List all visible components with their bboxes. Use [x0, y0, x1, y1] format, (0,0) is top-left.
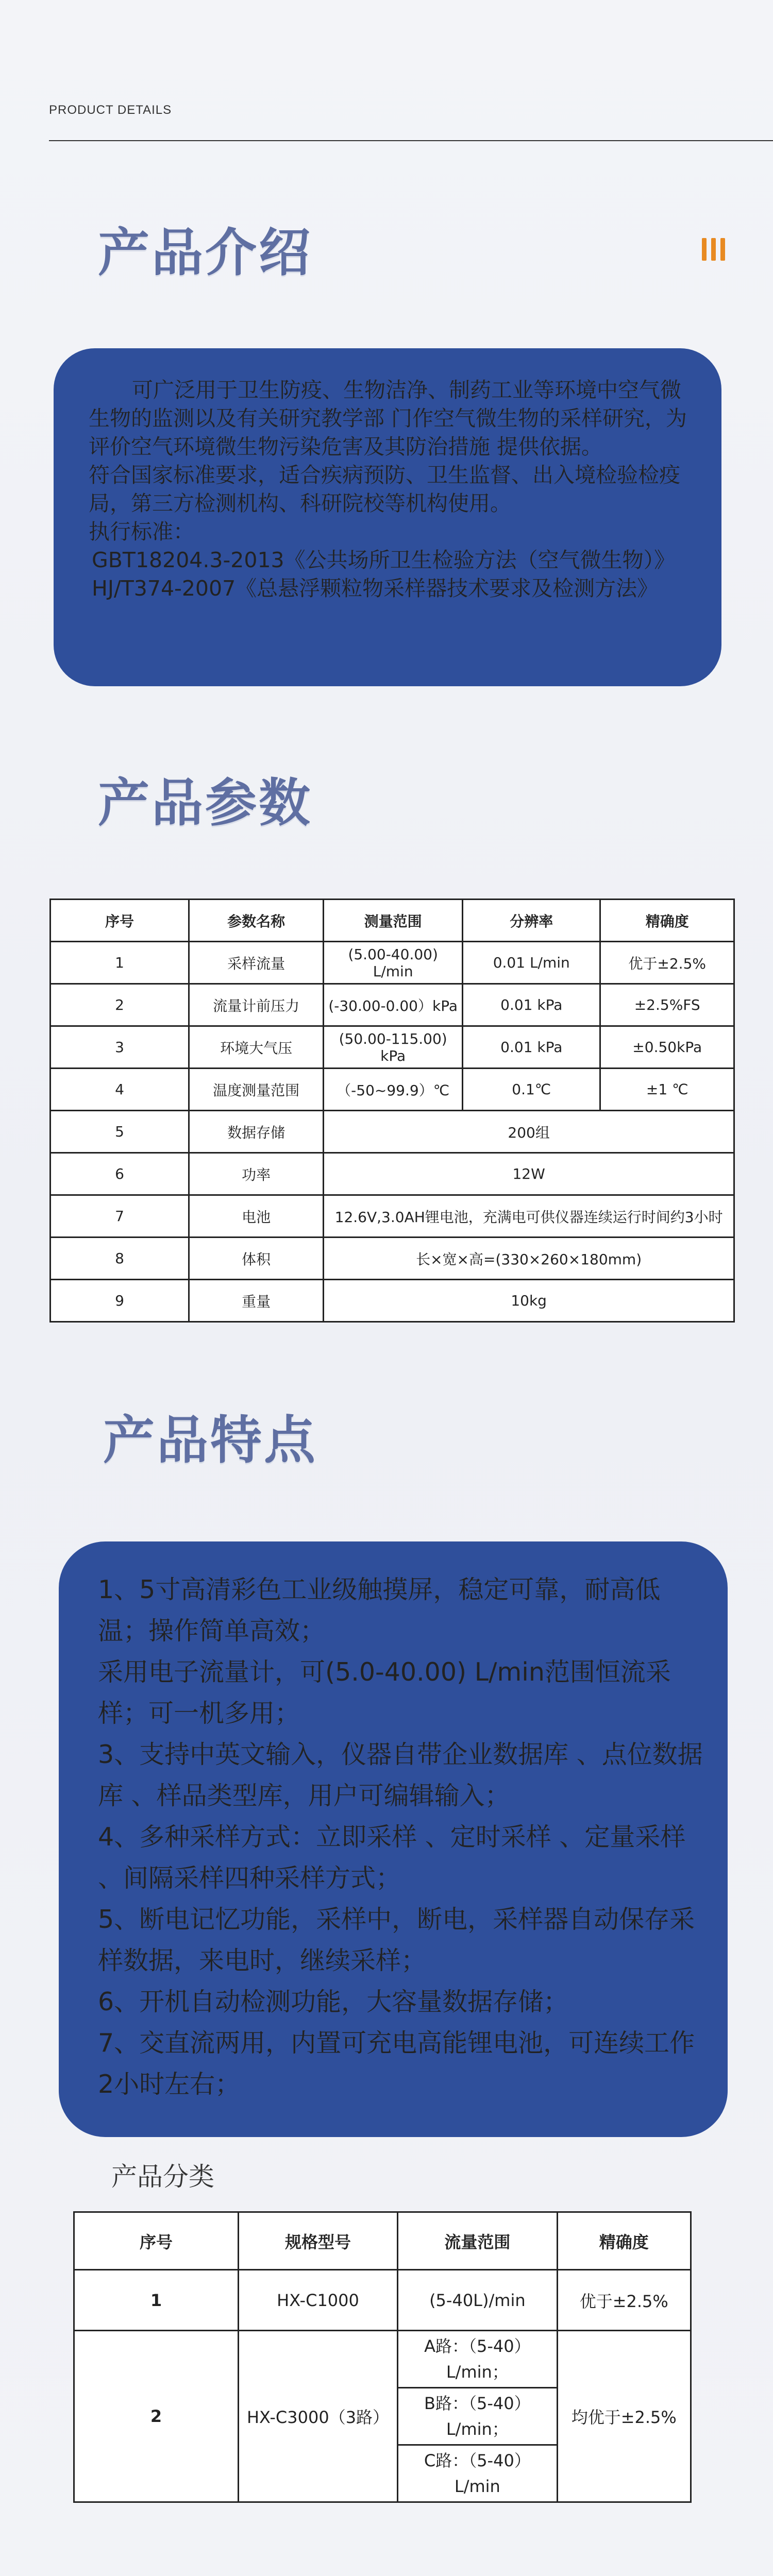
- table-cell: ±2.5%FS: [600, 984, 734, 1026]
- table-cell: 8: [51, 1238, 189, 1280]
- table-cell: (5.00-40.00) L/min: [324, 942, 463, 984]
- table-cell: 4: [51, 1069, 189, 1111]
- table-cell: 12W: [324, 1153, 734, 1195]
- table-cell: [398, 2331, 557, 2502]
- table-cell: HX-C3000（3路）: [238, 2331, 397, 2502]
- table-cell: HX-C1000: [238, 2270, 397, 2331]
- standard-2: HJ/T374-2007《总悬浮颗粒物采样器技术要求及检测方法》: [92, 576, 659, 601]
- feature-item: 4、多种采样方式：立即采样 、定时采样 、定量采样 、间隔采样四种采样方式；: [98, 1822, 686, 1893]
- feature-item: 5、断电记忆功能，采样中，断电，采样器自动保存采样数据，来电时，继续采样；: [98, 1905, 695, 1975]
- section-title-params: 产品参数: [98, 773, 312, 833]
- intro-paragraph: 可广泛用于卫生防疫、生物洁净、制药工业等环境中空气微生物的监测以及有关研究教学部 门作空气微生物的采样研究，为评价空气环境微生物污染危害及其防治措施 提供依据。: [89, 378, 687, 459]
- table-header-cell: 分辨率: [463, 900, 600, 942]
- table-cell: 功率: [189, 1153, 324, 1195]
- table-cell: 优于±2.5%: [557, 2270, 691, 2331]
- table-cell: 0.01 kPa: [463, 984, 600, 1026]
- table-cell: 长×宽×高=(330×260×180mm): [324, 1238, 734, 1280]
- table-cell: 均优于±2.5%: [557, 2331, 691, 2502]
- table-header-cell: 精确度: [557, 2212, 691, 2270]
- flow-range-c: C路：（5-40）L/min: [424, 2451, 531, 2496]
- table-cell: 3: [51, 1026, 189, 1069]
- table-cell: 2: [74, 2331, 239, 2502]
- table-row: [51, 1153, 734, 1195]
- table-row: [51, 1026, 734, 1069]
- categories-table: [73, 2211, 692, 2503]
- table-header-cell: 序号: [51, 900, 189, 942]
- table-cell: (5-40L)/min: [398, 2270, 557, 2331]
- table-cell: （-50~99.9）℃: [324, 1069, 463, 1111]
- table-header-cell: 测量范围: [324, 900, 463, 942]
- table-cell: 5: [51, 1111, 189, 1153]
- table-row: [51, 984, 734, 1026]
- standard-1: GBT18204.3-2013《公共场所卫生检验方法（空气微生物）》: [92, 548, 676, 572]
- table-cell: 12.6V,3.0AH锂电池，充满电可供仪器连续运行时间约3小时: [324, 1195, 734, 1238]
- table-cell: 2: [51, 984, 189, 1026]
- table-header-cell: 精确度: [600, 900, 734, 942]
- params-table: [49, 899, 735, 1323]
- table-cell: 1: [51, 942, 189, 984]
- feature-item: 3、支持中英文输入，仪器自带企业数据库 、点位数据库 、样品类型库，用户可编辑输入；: [98, 1740, 703, 1810]
- table-cell: ±1 ℃: [600, 1069, 734, 1111]
- intro-text: [89, 376, 702, 603]
- table-row: [51, 1195, 734, 1238]
- table-cell: 环境大气压: [189, 1026, 324, 1069]
- section-title-categories: 产品分类: [111, 2162, 214, 2192]
- table-header-cell: 流量范围: [398, 2212, 557, 2270]
- decorative-bars-icon: [702, 238, 726, 261]
- feature-item: 7、交直流两用，内置可充电高能锂电池，可连续工作2小时左右；: [98, 2028, 695, 2099]
- table-row: [51, 1238, 734, 1280]
- table-header-row: [74, 2212, 691, 2270]
- table-cell: 0.01 kPa: [463, 1026, 600, 1069]
- table-cell: 0.1℃: [463, 1069, 600, 1111]
- feature-item: 1、5寸高清彩色工业级触摸屏，稳定可靠，耐高低温；操作简单高效；: [98, 1575, 661, 1646]
- table-cell: 7: [51, 1195, 189, 1238]
- flow-range-b: B路：（5-40）L/min；: [398, 2388, 556, 2446]
- table-cell: 1: [74, 2270, 239, 2331]
- table-row: [51, 1069, 734, 1111]
- table-cell: 重量: [189, 1280, 324, 1322]
- section-title-intro: 产品介绍: [98, 223, 312, 283]
- header-label: PRODUCT DETAILS: [49, 103, 172, 117]
- table-cell: 体积: [189, 1238, 324, 1280]
- table-cell: 数据存储: [189, 1111, 324, 1153]
- table-cell: 采样流量: [189, 942, 324, 984]
- table-row: [51, 1280, 734, 1322]
- feature-item: 6、开机自动检测功能，大容量数据存储；: [98, 1987, 569, 2016]
- table-cell: 电池: [189, 1195, 324, 1238]
- table-header-row: [51, 900, 734, 942]
- table-cell: 流量计前压力: [189, 984, 324, 1026]
- features-list: [98, 1569, 709, 2105]
- table-row: [74, 2270, 691, 2331]
- table-cell: 0.01 L/min: [463, 942, 600, 984]
- table-cell: (-30.00-0.00）kPa: [324, 984, 463, 1026]
- table-row: [51, 942, 734, 984]
- table-cell: 9: [51, 1280, 189, 1322]
- table-row: [74, 2331, 691, 2502]
- section-title-features: 产品特点: [103, 1410, 317, 1470]
- table-row: [51, 1111, 734, 1153]
- table-header-cell: 序号: [74, 2212, 239, 2270]
- table-cell: 200组: [324, 1111, 734, 1153]
- table-header-cell: 参数名称: [189, 900, 324, 942]
- table-header-cell: 规格型号: [238, 2212, 397, 2270]
- table-cell: 温度测量范围: [189, 1069, 324, 1111]
- flow-range-a: A路：（5-40）L/min；: [398, 2331, 556, 2388]
- feature-item: 采用电子流量计，可(5.0-40.00) L/min范围恒流采样；可一机多用；: [98, 1657, 671, 1728]
- standard-label: 执行标准：: [89, 519, 194, 544]
- table-cell: 10kg: [324, 1280, 734, 1322]
- table-cell: (50.00-115.00) kPa: [324, 1026, 463, 1069]
- table-cell: 6: [51, 1153, 189, 1195]
- intro-paragraph-2: 符合国家标准要求，适合疾病预防、卫生监督、出入境检验检疫局，第三方检测机构、科研院校等机构使用。: [89, 463, 680, 516]
- table-cell: ±0.50kPa: [600, 1026, 734, 1069]
- table-cell: 优于±2.5%: [600, 942, 734, 984]
- header-divider: [49, 140, 773, 141]
